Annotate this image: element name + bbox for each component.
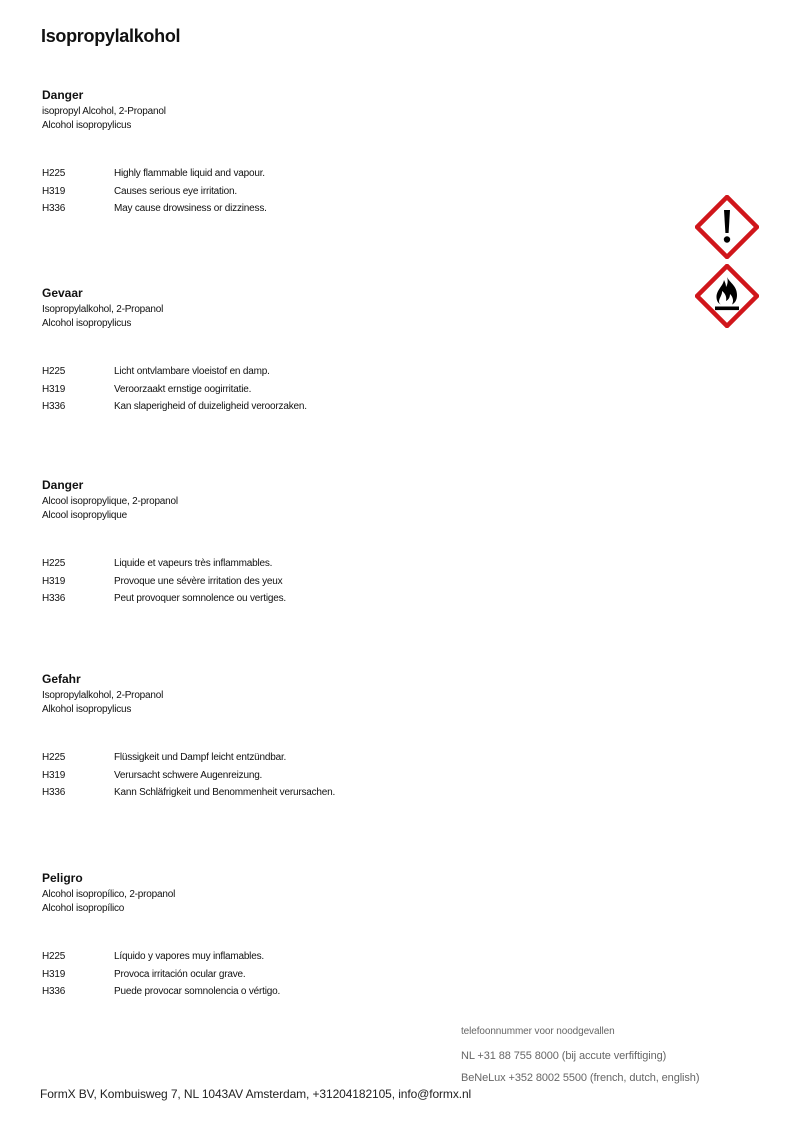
hazard-statement [42, 983, 642, 1001]
substance-name: Alcohol isopropílico, 2-propanol [42, 889, 176, 900]
substance-names [42, 303, 642, 331]
hazard-section-nl [42, 286, 642, 416]
signal-word: Peligro [42, 871, 83, 885]
hazard-statement [42, 948, 642, 966]
h-text: Kan slaperigheid of duizeligheid veroorzaken. [114, 401, 307, 412]
substance-name: Alcool isopropylique [42, 510, 127, 521]
hazard-statement [42, 966, 642, 984]
h-code: H336 [42, 787, 66, 798]
flame-icon [695, 264, 759, 328]
substance-name: Alcohol isopropylicus [42, 318, 132, 329]
hazard-statement [42, 200, 642, 218]
substance-name: Alkohol isopropylicus [42, 704, 132, 715]
substance-names [42, 495, 642, 523]
hazard-section-fr [42, 478, 642, 608]
h-code: H225 [42, 366, 66, 377]
substance-name: Alcohol isopropílico [42, 903, 125, 914]
emergency-phone-benelux: BeNeLux +352 8002 5500 (french, dutch, english) [461, 1072, 700, 1084]
substance-name: Isopropylalkohol, 2-Propanol [42, 690, 164, 701]
h-code: H319 [42, 769, 66, 781]
substance-names [42, 689, 642, 717]
h-code: H336 [42, 593, 66, 604]
h-text: Causes serious eye irritation. [114, 185, 237, 197]
substance-name: Alcohol isopropylicus [42, 120, 132, 131]
hazard-statement [42, 381, 642, 399]
h-text: Veroorzaakt ernstige oogirritatie. [114, 383, 252, 395]
h-code: H336 [42, 401, 66, 412]
hazard-statement [42, 767, 642, 785]
h-code: H225 [42, 752, 66, 763]
h-text: Flüssigkeit und Dampf leicht entzündbar. [114, 752, 287, 763]
hazard-statement [42, 183, 642, 201]
h-text: Licht ontvlambare vloeistof en damp. [114, 366, 270, 377]
substance-name: isopropyl Alcohol, 2-Propanol [42, 106, 166, 117]
hazard-statements [42, 363, 642, 416]
substance-names [42, 105, 642, 133]
h-code: H336 [42, 203, 66, 214]
h-text: Provoca irritación ocular grave. [114, 968, 246, 980]
h-code: H319 [42, 968, 66, 980]
h-text: Provoque une sévère irritation des yeux [114, 575, 283, 587]
hazard-section-de [42, 672, 642, 802]
h-code: H319 [42, 185, 66, 197]
h-code: H319 [42, 383, 66, 395]
hazard-statement [42, 363, 642, 381]
substance-names [42, 888, 642, 916]
h-text: Puede provocar somnolencia o vértigo. [114, 986, 281, 997]
emergency-phone-nl: NL +31 88 755 8000 (bij accute verfiftiging) [461, 1050, 667, 1062]
substance-name: Alcool isopropylique, 2-propanol [42, 496, 178, 507]
hazard-section-es [42, 871, 642, 1001]
h-text: Verursacht schwere Augenreizung. [114, 769, 263, 781]
emergency-contact [461, 1026, 699, 1089]
h-code: H225 [42, 168, 66, 179]
hazard-statements [42, 948, 642, 1001]
exclamation-mark-icon [695, 195, 759, 259]
h-text: Highly flammable liquid and vapour. [114, 168, 265, 179]
hazard-statement [42, 749, 642, 767]
document-title: Isopropylalkohol [41, 26, 181, 46]
signal-word: Gefahr [42, 672, 81, 686]
hazard-statement [42, 590, 642, 608]
hazard-statements [42, 749, 642, 802]
company-footer: FormX BV, Kombuisweg 7, NL 1043AV Amsterdam, +31204182105, info@formx.nl [40, 1087, 472, 1101]
h-code: H225 [42, 951, 66, 962]
hazard-section-en [42, 88, 642, 218]
hazard-statement [42, 398, 642, 416]
substance-name: Isopropylalkohol, 2-Propanol [42, 304, 164, 315]
h-code: H319 [42, 575, 66, 587]
h-code: H336 [42, 986, 66, 997]
h-text: Peut provoquer somnolence ou vertiges. [114, 593, 286, 604]
hazard-statements [42, 165, 642, 218]
hazard-statement [42, 165, 642, 183]
h-code: H225 [42, 558, 66, 569]
ghs-pictograms [695, 195, 759, 333]
signal-word: Danger [42, 88, 84, 102]
signal-word: Gevaar [42, 286, 83, 300]
h-text: Liquide et vapeurs très inflammables. [114, 558, 273, 569]
hazard-statements [42, 555, 642, 608]
signal-word: Danger [42, 478, 84, 492]
h-text: May cause drowsiness or dizziness. [114, 203, 267, 214]
emergency-heading: telefoonnummer voor noodgevallen [461, 1026, 615, 1037]
hazard-statement [42, 573, 642, 591]
hazard-statement [42, 784, 642, 802]
h-text: Líquido y vapores muy inflamables. [114, 951, 264, 962]
h-text: Kann Schläfrigkeit und Benommenheit verursachen. [114, 787, 336, 798]
hazard-statement [42, 555, 642, 573]
